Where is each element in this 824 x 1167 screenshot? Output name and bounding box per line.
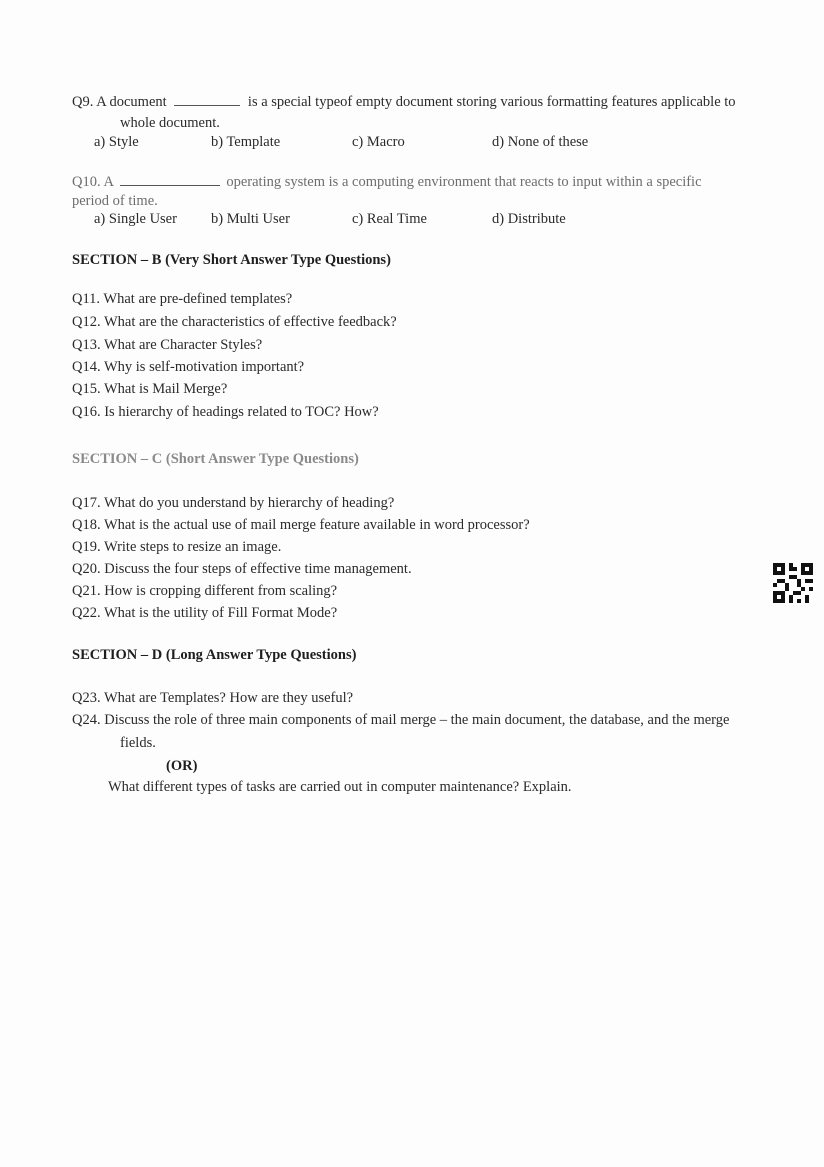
option-b: b) Multi User xyxy=(211,211,290,227)
question-q23: Q23. What are Templates? How are they useful? xyxy=(72,690,354,706)
question-text: A xyxy=(103,174,114,190)
question-q13: Q13. What are Character Styles? xyxy=(72,337,263,353)
option-a: a) Style xyxy=(94,134,139,150)
question-q9 xyxy=(72,92,736,112)
question-number: Q10. xyxy=(72,174,101,190)
question-q15: Q15. What is Mail Merge? xyxy=(72,381,228,397)
section-c-heading: SECTION – C (Short Answer Type Questions) xyxy=(72,451,359,467)
section-d-heading: SECTION – D (Long Answer Type Questions) xyxy=(72,647,357,663)
qr-code xyxy=(773,563,813,603)
question-q11: Q11. What are pre-defined templates? xyxy=(72,291,293,307)
question-text: is a special typeof empty document storing various formatting features applicable to xyxy=(247,94,736,110)
question-text: A document xyxy=(96,94,167,110)
question-continuation: fields. xyxy=(120,735,156,751)
option-d: d) None of these xyxy=(492,134,589,150)
question-q16: Q16. Is hierarchy of headings related to TOC? How? xyxy=(72,404,379,420)
question-text: operating system is a computing environment that reacts to input within a specific xyxy=(226,174,702,190)
option-a: a) Single User xyxy=(94,211,177,227)
question-q24-alternative: What different types of tasks are carried out in computer maintenance? Explain. xyxy=(108,779,572,795)
question-q17: Q17. What do you understand by hierarchy of heading? xyxy=(72,495,395,511)
question-q21: Q21. How is cropping different from scaling? xyxy=(72,583,338,599)
question-q12: Q12. What are the characteristics of effective feedback? xyxy=(72,314,397,330)
answer-blank xyxy=(120,175,220,186)
question-continuation: period of time. xyxy=(72,193,158,209)
question-q18: Q18. What is the actual use of mail merge feature available in word processor? xyxy=(72,517,530,533)
question-q22: Q22. What is the utility of Fill Format Mode? xyxy=(72,605,338,621)
option-c: c) Macro xyxy=(352,134,405,150)
question-q10 xyxy=(72,172,702,192)
option-c: c) Real Time xyxy=(352,211,427,227)
question-q20: Q20. Discuss the four steps of effective time management. xyxy=(72,561,412,577)
option-b: b) Template xyxy=(211,134,281,150)
section-b-heading: SECTION – B (Very Short Answer Type Questions) xyxy=(72,252,391,268)
question-q19: Q19. Write steps to resize an image. xyxy=(72,539,282,555)
question-number: Q9. xyxy=(72,94,94,110)
question-continuation: whole document. xyxy=(120,115,220,131)
question-q14: Q14. Why is self-motivation important? xyxy=(72,359,305,375)
or-label: (OR) xyxy=(166,758,198,774)
option-d: d) Distribute xyxy=(492,211,566,227)
question-q24: Q24. Discuss the role of three main components of mail merge – the main document, the database, and the merge xyxy=(72,712,730,728)
answer-blank xyxy=(174,95,240,106)
